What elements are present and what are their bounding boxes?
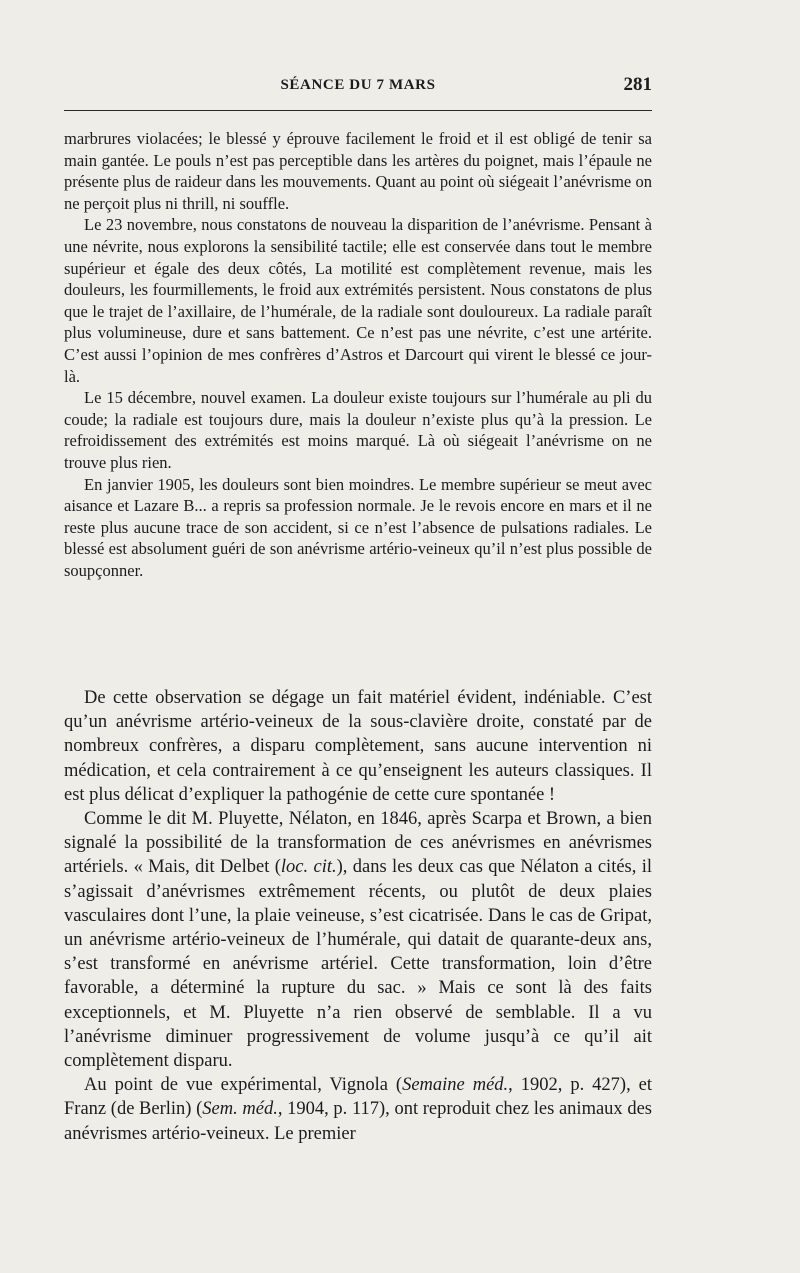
text-segment: Comme le dit M. Pluyette, Nélaton, en 1846, après Scarpa et Brown, a bien signalé la possibilité de la transformation de ces anévrismes en anévrismes artériels. « Mais, dit Delbet (: [64, 809, 652, 878]
discussion-paragraph: [64, 807, 652, 1073]
case-paragraph: En janvier 1905, les douleurs sont bien moindres. Le membre supérieur se meut avec aisance et Lazare B... a repris sa profession normale. Je le revois encore en mars et il ne reste plus aucune trace de son accident, si ce n’est l’absence de pulsations radiales. Le blessé est absolument guéri de son anévrisme artério-veineux qu’il n’est plus possible de soupçonner.: [64, 474, 652, 580]
discussion-paragraph: De cette observation se dégage un fait matériel évident, indéniable. C’est qu’un anévrisme artério-veineux de la sous-clavière droite, constaté par de nombreux confrères, a disparu complètement, sans aucune intervention ni médication, et cela contrairement à ce qu’enseignent les auteurs classiques. Il est plus délicat d’expliquer la pathogénie de cette cure spontanée !: [64, 688, 652, 805]
discussion-text: [64, 686, 652, 1146]
text-segment: Au point de vue expérimental, Vignola (: [84, 1075, 403, 1096]
case-observation-text: [64, 128, 652, 581]
text-segment: , 1902, p. 427), et Franz (de Berlin) (: [64, 1075, 652, 1120]
header-rule: [64, 110, 652, 111]
citation: Semaine méd.: [402, 1075, 509, 1096]
case-paragraph: Le 23 novembre, nous constatons de nouveau la disparition de l’anévrisme. Pensant à une névrite, nous explorons la sensibilité tactile; elle est conservée dans tout le membre supérieur et égale des deux côtés, La motilité est complètement revenue, mais les douleurs, les fourmillements, le froid aux extrémités persistent. Nous constatons de plus que le trajet de l’axillaire, de l’humérale, de la radiale sont douloureux. La radiale paraît plus volumineuse, dure et sans battement. Ce n’est pas une névrite, c’est une artérite. C’est aussi l’opinion de mes confrères d’Astros et Darcourt qui virent le blessé ce jour-là.: [64, 215, 652, 386]
page-number: 281: [623, 74, 652, 95]
running-head: SÉANCE DU 7 MARS: [280, 77, 436, 93]
case-paragraph: Le 15 décembre, nouvel examen. La douleur existe toujours sur l’humérale au pli du coude; la radiale est toujours dure, mais la douleur n’existe plus qu’à la pression. Le refroidissement des extrémités est moins marqué. Là où siégeait l’anévrisme on ne trouve plus rien.: [64, 388, 652, 472]
citation: loc. cit.: [280, 857, 337, 878]
text-segment: ), dans les deux cas que Nélaton a cités, il s’agissait d’anévrismes extrêmement récents, ou plutôt de deux plaies vasculaires dont l’une, la plaie veineuse, s’est cicatrisée. Dans le cas de Gripat, un anévrisme artério-veineux de l’humérale, qui datait de quarante-deux ans, s’est transformé en anévrisme artériel. Cette transformation, loin d’être favorable, a déterminé la rupture du sac. » Mais ce sont là des faits exceptionnels, et M. Pluyette n’a rien observé de semblable. Il a vu l’anévrisme diminuer progressivement de volume jusqu’à ce qu’il ait complètement disparu.: [64, 857, 653, 1072]
discussion-paragraph: [64, 1073, 652, 1146]
text-segment: , 1904, p. 117), ont reproduit chez les animaux des anévrismes artério-veineux. Le premier: [64, 1099, 652, 1144]
case-paragraph: marbrures violacées; le blessé y éprouve facilement le froid et il est obligé de tenir sa main gantée. Le pouls n’est pas perceptible dans les artères du poignet, mais l’épaule ne présente plus de raideur dans les mouvements. Quant au point où siégeait l’anévrisme on ne perçoit plus ni thrill, ni souffle.: [64, 129, 652, 213]
citation: Sem. méd.: [202, 1099, 278, 1120]
page-header: [64, 74, 652, 100]
